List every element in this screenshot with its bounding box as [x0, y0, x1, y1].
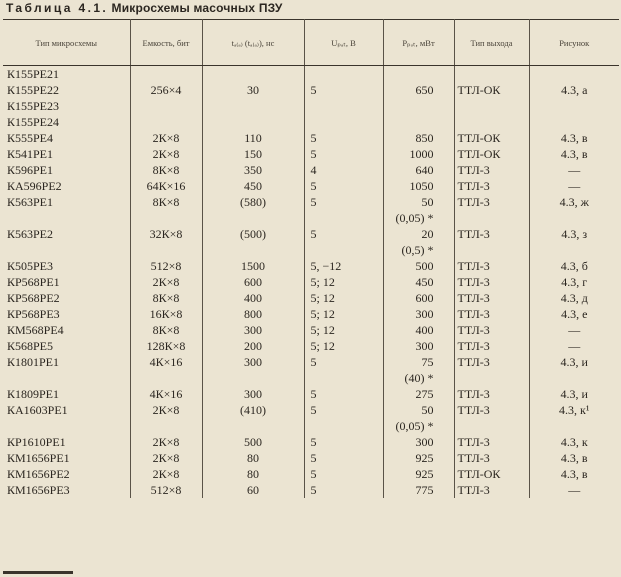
cell-capacity: 2К×8 — [130, 466, 202, 482]
column-header-figure: Рисунок — [529, 20, 619, 66]
cell-power: 50 — [383, 402, 454, 418]
table-row — [3, 418, 619, 434]
cell-access-time — [202, 370, 304, 386]
cell-access-time: 300 — [202, 354, 304, 370]
cell-output-type: ТТЛ-ОК — [454, 130, 529, 146]
cell-capacity: 512×8 — [130, 258, 202, 274]
cell-access-time: 450 — [202, 178, 304, 194]
cell-voltage: 5, −12 — [304, 258, 383, 274]
cell-figure — [529, 418, 619, 434]
cell-voltage: 5 — [304, 450, 383, 466]
cell-figure: 4.3, к — [560, 435, 588, 449]
cell-capacity: 2К×8 — [130, 146, 202, 162]
cell-voltage — [304, 98, 383, 114]
cell-access-time — [202, 114, 304, 130]
cell-power: 300 — [383, 338, 454, 354]
cell-output-type: ТТЛ-3 — [454, 306, 529, 322]
cell-access-time — [202, 242, 304, 258]
cell-figure — [529, 98, 619, 114]
cell-output-type: ТТЛ-3 — [454, 402, 529, 418]
cell-capacity: 4К×16 — [130, 354, 202, 370]
cell-access-time: 300 — [202, 322, 304, 338]
table-row — [3, 322, 619, 338]
cell-chip-type: КР1610РЕ1 — [3, 434, 130, 450]
cell-power: 850 — [383, 130, 454, 146]
cell-figure — [529, 66, 619, 83]
table-row — [3, 82, 619, 98]
cell-voltage — [304, 66, 383, 83]
cell-access-time: (410) — [202, 402, 304, 418]
cell-voltage: 5 — [304, 178, 383, 194]
cell-capacity: 2К×8 — [130, 450, 202, 466]
cell-capacity: 2К×8 — [130, 130, 202, 146]
cell-capacity — [130, 98, 202, 114]
cell-chip-type: К568РЕ5 — [3, 338, 130, 354]
cell-voltage: 5 — [304, 82, 383, 98]
table-row — [3, 354, 619, 370]
table-row — [3, 434, 619, 450]
cell-voltage — [304, 370, 383, 386]
cell-capacity: 8К×8 — [130, 194, 202, 210]
table-row — [3, 210, 619, 226]
cell-chip-type — [3, 418, 130, 434]
cell-output-type — [454, 370, 529, 386]
cell-figure: 4.3, в — [560, 147, 588, 161]
cell-output-type: ТТЛ-3 — [454, 354, 529, 370]
cell-voltage — [304, 210, 383, 226]
cell-chip-type — [3, 210, 130, 226]
cell-capacity: 32К×8 — [130, 226, 202, 242]
cell-voltage: 5; 12 — [304, 322, 383, 338]
table-row — [3, 466, 619, 482]
cell-capacity: 512×8 — [130, 482, 202, 498]
cell-capacity — [130, 242, 202, 258]
cell-access-time — [202, 98, 304, 114]
cell-chip-type: К563РЕ1 — [3, 194, 130, 210]
table-row — [3, 258, 619, 274]
cell-chip-type: КМ568РЕ4 — [3, 322, 130, 338]
cell-output-type: ТТЛ-ОК — [454, 466, 529, 482]
cell-access-time: 80 — [202, 450, 304, 466]
cell-figure: — — [568, 163, 581, 177]
cell-chip-type: К155РЕ22 — [3, 82, 130, 98]
cell-access-time: (580) — [202, 194, 304, 210]
cell-chip-type — [3, 242, 130, 258]
cell-access-time: 150 — [202, 146, 304, 162]
cell-capacity: 256×4 — [130, 82, 202, 98]
cell-access-time: 1500 — [202, 258, 304, 274]
cell-access-time: 60 — [202, 482, 304, 498]
table-row — [3, 66, 619, 83]
cell-output-type: ТТЛ-3 — [454, 290, 529, 306]
cell-capacity: 8К×8 — [130, 162, 202, 178]
cell-power: 600 — [383, 290, 454, 306]
table-row — [3, 306, 619, 322]
table-row — [3, 402, 619, 418]
cell-figure: 4.3, д — [560, 291, 588, 305]
cell-figure: 4.3, к¹ — [559, 403, 590, 417]
table-row — [3, 194, 619, 210]
table-row — [3, 114, 619, 130]
cell-voltage: 5 — [304, 130, 383, 146]
cell-capacity: 2К×8 — [130, 274, 202, 290]
cell-capacity: 4К×16 — [130, 386, 202, 402]
cell-figure: 4.3, б — [560, 259, 588, 273]
cell-chip-type: К596РЕ1 — [3, 162, 130, 178]
cell-chip-type: К155РЕ23 — [3, 98, 130, 114]
cell-capacity — [130, 210, 202, 226]
cell-capacity — [130, 66, 202, 83]
cell-chip-type: К155РЕ24 — [3, 114, 130, 130]
cell-output-type: ТТЛ-3 — [454, 274, 529, 290]
cell-power: 450 — [383, 274, 454, 290]
cell-output-type: ТТЛ-3 — [454, 434, 529, 450]
cell-power: 650 — [383, 82, 454, 98]
table-row — [3, 162, 619, 178]
cell-power: 775 — [383, 482, 454, 498]
cell-chip-type: К1801РЕ1 — [3, 354, 130, 370]
cell-voltage: 5; 12 — [304, 274, 383, 290]
cell-voltage: 5; 12 — [304, 306, 383, 322]
cell-figure: — — [568, 483, 581, 497]
table-row — [3, 338, 619, 354]
cell-voltage: 5; 12 — [304, 338, 383, 354]
cell-figure — [529, 242, 619, 258]
cell-power: 75 — [383, 354, 454, 370]
cell-power: 20 — [383, 226, 454, 242]
table-row — [3, 178, 619, 194]
cell-power — [383, 66, 454, 83]
table-row — [3, 98, 619, 114]
cell-figure: 4.3, г — [561, 275, 588, 289]
cell-figure: 4.3, е — [561, 307, 588, 321]
cell-figure — [529, 210, 619, 226]
cell-access-time: 110 — [202, 130, 304, 146]
table-row — [3, 386, 619, 402]
cell-figure: 4.3, и — [560, 387, 588, 401]
cell-chip-type: К555РЕ4 — [3, 130, 130, 146]
rom-chips-table — [3, 19, 619, 498]
cell-access-time: 350 — [202, 162, 304, 178]
cell-voltage: 4 — [304, 162, 383, 178]
cell-output-type: ТТЛ-3 — [454, 322, 529, 338]
cell-access-time: 80 — [202, 466, 304, 482]
cell-power: 300 — [383, 306, 454, 322]
cell-voltage — [304, 242, 383, 258]
cell-figure: 4.3, з — [561, 227, 588, 241]
cell-power: 275 — [383, 386, 454, 402]
cell-voltage — [304, 114, 383, 130]
cell-capacity — [130, 370, 202, 386]
cell-capacity: 64К×16 — [130, 178, 202, 194]
table-title: Микросхемы масочных ПЗУ — [111, 1, 283, 15]
cell-output-type: ТТЛ-ОК — [454, 82, 529, 98]
cell-power: (0,05) * — [383, 210, 454, 226]
cell-power: 1000 — [383, 146, 454, 162]
cell-output-type: ТТЛ-3 — [454, 450, 529, 466]
column-header-output-type: Тип выхода — [454, 20, 529, 66]
cell-figure: — — [568, 179, 581, 193]
column-header-power: Pₚₒₜ, мВт — [383, 20, 454, 66]
cell-chip-type: КР568РЕ1 — [3, 274, 130, 290]
cell-access-time: 200 — [202, 338, 304, 354]
cell-access-time: (500) — [202, 226, 304, 242]
cell-access-time: 400 — [202, 290, 304, 306]
cell-power: (0,5) * — [383, 242, 454, 258]
cell-power: 925 — [383, 450, 454, 466]
cell-voltage — [304, 418, 383, 434]
bottom-rule — [3, 571, 73, 574]
cell-output-type: ТТЛ-3 — [454, 482, 529, 498]
cell-power: 300 — [383, 434, 454, 450]
cell-capacity — [130, 418, 202, 434]
cell-capacity: 128К×8 — [130, 338, 202, 354]
cell-access-time — [202, 66, 304, 83]
cell-output-type: ТТЛ-3 — [454, 162, 529, 178]
cell-access-time: 600 — [202, 274, 304, 290]
cell-power: 640 — [383, 162, 454, 178]
cell-chip-type: КМ1656РЕ3 — [3, 482, 130, 498]
cell-output-type: ТТЛ-3 — [454, 258, 529, 274]
cell-figure: 4.3, ж — [559, 195, 589, 209]
cell-voltage: 5 — [304, 402, 383, 418]
cell-chip-type: К1809РЕ1 — [3, 386, 130, 402]
cell-output-type: ТТЛ-ОК — [454, 146, 529, 162]
table-caption — [6, 1, 283, 15]
cell-figure — [529, 370, 619, 386]
cell-chip-type — [3, 370, 130, 386]
cell-output-type — [454, 242, 529, 258]
cell-voltage: 5 — [304, 482, 383, 498]
cell-chip-type: КА1603РЕ1 — [3, 402, 130, 418]
cell-figure — [529, 114, 619, 130]
cell-power: 500 — [383, 258, 454, 274]
cell-voltage: 5 — [304, 194, 383, 210]
cell-voltage: 5 — [304, 226, 383, 242]
column-header-type: Тип микросхемы — [3, 20, 130, 66]
table-row — [3, 450, 619, 466]
cell-voltage: 5 — [304, 434, 383, 450]
table-row — [3, 146, 619, 162]
cell-chip-type: К563РЕ2 — [3, 226, 130, 242]
cell-output-type — [454, 98, 529, 114]
cell-chip-type: КМ1656РЕ1 — [3, 450, 130, 466]
cell-voltage: 5 — [304, 466, 383, 482]
cell-capacity — [130, 114, 202, 130]
cell-power: (0,05) * — [383, 418, 454, 434]
cell-figure: — — [568, 339, 581, 353]
cell-chip-type: К541РЕ1 — [3, 146, 130, 162]
cell-access-time: 500 — [202, 434, 304, 450]
table-row — [3, 130, 619, 146]
table-row — [3, 290, 619, 306]
cell-output-type — [454, 210, 529, 226]
column-header-voltage: Uₚₐₜ, В — [304, 20, 383, 66]
cell-chip-type: К505РЕ3 — [3, 258, 130, 274]
cell-access-time — [202, 210, 304, 226]
cell-chip-type: КА596РЕ2 — [3, 178, 130, 194]
cell-figure: 4.3, а — [561, 83, 588, 97]
cell-access-time: 800 — [202, 306, 304, 322]
cell-figure: 4.3, в — [560, 451, 588, 465]
cell-power: 50 — [383, 194, 454, 210]
table-row — [3, 370, 619, 386]
cell-access-time — [202, 418, 304, 434]
cell-voltage: 5 — [304, 146, 383, 162]
cell-output-type: ТТЛ-3 — [454, 226, 529, 242]
table-header-row — [3, 20, 619, 66]
cell-voltage: 5; 12 — [304, 290, 383, 306]
table-number: Таблица 4.1. — [6, 1, 109, 15]
cell-power: 400 — [383, 322, 454, 338]
table-row — [3, 242, 619, 258]
cell-figure: 4.3, в — [560, 467, 588, 481]
table-row — [3, 226, 619, 242]
cell-figure: 4.3, в — [560, 131, 588, 145]
table-row — [3, 274, 619, 290]
cell-access-time: 300 — [202, 386, 304, 402]
cell-capacity: 8К×8 — [130, 322, 202, 338]
cell-figure: — — [568, 323, 581, 337]
cell-voltage: 5 — [304, 386, 383, 402]
cell-capacity: 8К×8 — [130, 290, 202, 306]
table-body — [3, 66, 619, 499]
cell-output-type — [454, 418, 529, 434]
cell-access-time: 30 — [202, 82, 304, 98]
cell-output-type: ТТЛ-3 — [454, 338, 529, 354]
cell-power — [383, 98, 454, 114]
cell-output-type — [454, 114, 529, 130]
cell-capacity: 2К×8 — [130, 434, 202, 450]
cell-chip-type: КР568РЕ3 — [3, 306, 130, 322]
table-row — [3, 482, 619, 498]
cell-output-type: ТТЛ-3 — [454, 178, 529, 194]
cell-power — [383, 114, 454, 130]
cell-chip-type: КР568РЕ2 — [3, 290, 130, 306]
cell-chip-type: К155РЕ21 — [3, 66, 130, 83]
cell-capacity: 2К×8 — [130, 402, 202, 418]
cell-voltage: 5 — [304, 354, 383, 370]
cell-power: 1050 — [383, 178, 454, 194]
column-header-capacity: Емкость, бит — [130, 20, 202, 66]
column-header-access-time: tₐ₍ₐ₎ (tₐ₍ₐ₎), нс — [202, 20, 304, 66]
cell-power: 925 — [383, 466, 454, 482]
cell-output-type — [454, 66, 529, 83]
cell-figure: 4.3, и — [560, 355, 588, 369]
cell-output-type: ТТЛ-3 — [454, 386, 529, 402]
cell-chip-type: КМ1656РЕ2 — [3, 466, 130, 482]
cell-output-type: ТТЛ-3 — [454, 194, 529, 210]
cell-power: (40) * — [383, 370, 454, 386]
cell-capacity: 16К×8 — [130, 306, 202, 322]
